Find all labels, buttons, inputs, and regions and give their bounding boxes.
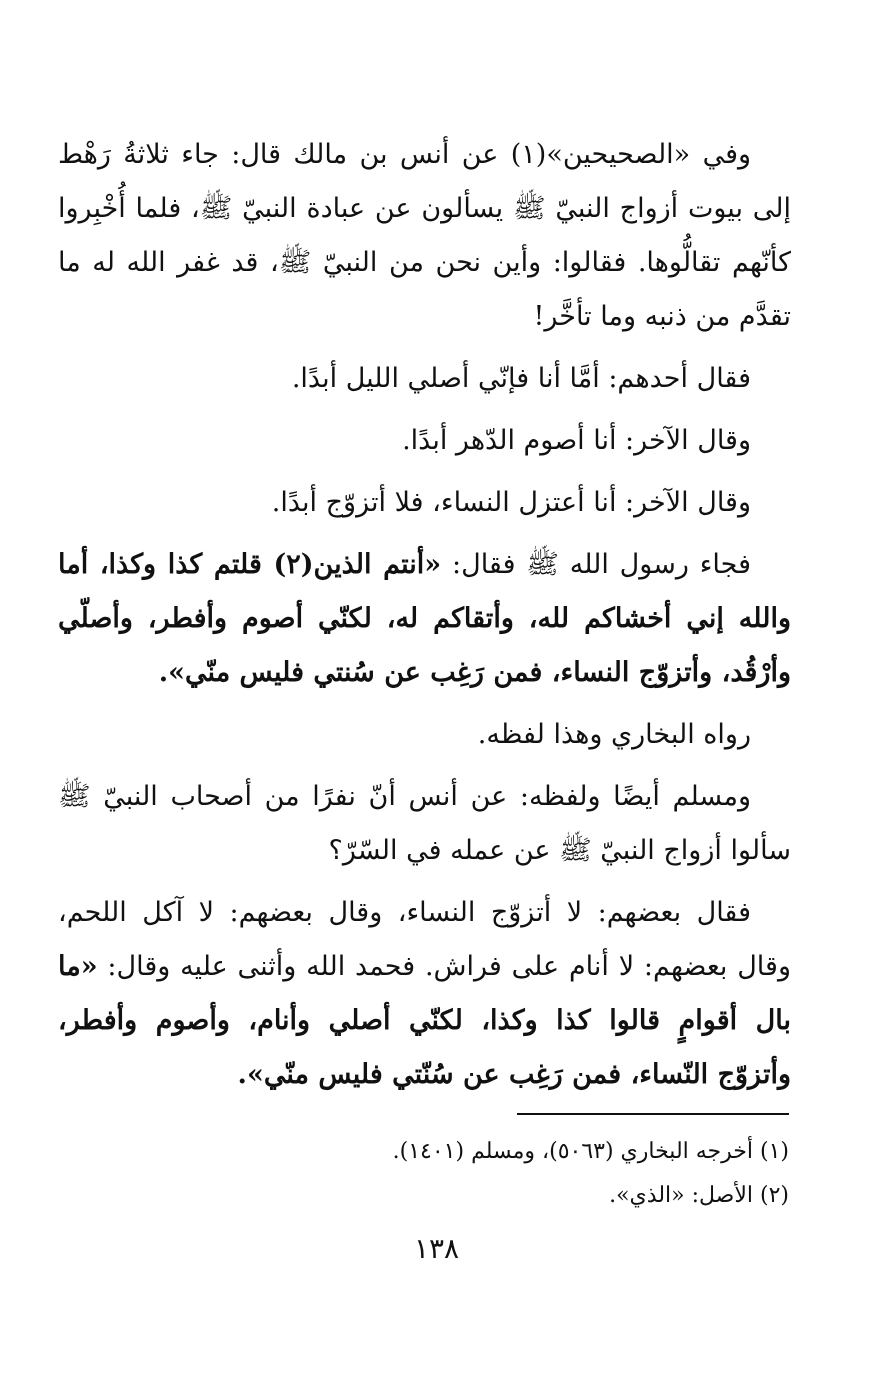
paragraph-2: فقال أحدهم: أمَّا أنا فإنّي أصلي الليل أبدًا.	[291, 363, 751, 394]
footnote-2: (٢) الأصل: «الذي».	[609, 1183, 789, 1208]
paragraph-3: وقال الآخر: أنا أصوم الدّهر أبدًا.	[402, 425, 751, 456]
paragraph-5-intro: فجاء رسول الله ﷺ فقال:	[451, 549, 751, 580]
page-number: ١٣٨	[413, 1232, 460, 1265]
paragraph-4: وقال الآخر: أنا أعتزل النساء، فلا أتزوّج أبدًا.	[271, 487, 751, 518]
paragraph-7: ومسلم أيضًا ولفظه: عن أنس أنّ نفرًا من أصحاب النبيّ ﷺ سألوا أزواج النبيّ ﷺ عن عمله في السّرّ؟	[58, 781, 791, 866]
paragraph-1: وفي «الصحيحين»(١) عن أنس بن مالك قال: جاء ثلاثةُ رَهْط إلى بيوت أزواج النبيّ ﷺ يسألون عن عبادة النبيّ ﷺ، فلما أُخْبِروا كأنّهم تقالُّوها. فقالوا: وأين نحن من النبيّ ﷺ، قد غفر الله له ما تقدَّم من ذنبه وما تأخَّر!	[58, 139, 791, 332]
footnotes	[58, 1130, 789, 1218]
paragraph-6: رواه البخاري وهذا لفظه.	[477, 719, 751, 750]
footnote-1: (١) أخرجه البخاري (٥٠٦٣)، ومسلم (١٤٠١).	[392, 1139, 789, 1164]
hadith-quote-2: «ما بال أقوامٍ قالوا كذا وكذا، لكنّي أصلي وأنام، وأصوم وأفطر، وأتزوّج النّساء، فمن رَغِب عن سُنّتي فليس منّي».	[58, 951, 791, 1090]
paragraph-8	[58, 886, 791, 1102]
footnote-divider	[517, 1113, 789, 1115]
paragraph-5	[58, 538, 791, 700]
main-text	[58, 128, 791, 1110]
paragraph-8-intro: فقال بعضهم: لا أتزوّج النساء، وقال بعضهم: لا آكل اللحم، وقال بعضهم: لا أنام على فراش. فحمد الله وأثنى عليه وقال:	[58, 897, 791, 982]
hadith-quote-1: «أنتم الذين(٢) قلتم كذا وكذا، أما والله إني أخشاكم لله، وأتقاكم له، لكنّي أصوم وأفطر، وأصلّي وأرْقُد، وأتزوّج النساء، فمن رَغِب عن سُنتي فليس منّي».	[58, 549, 791, 688]
